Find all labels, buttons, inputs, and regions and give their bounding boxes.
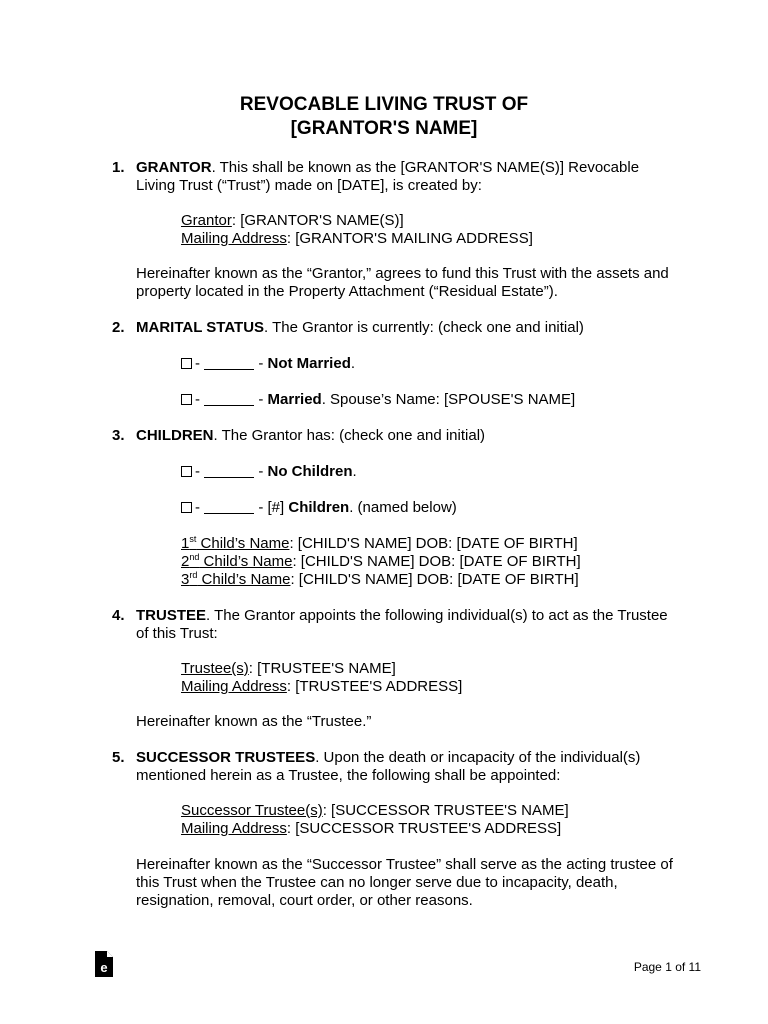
- section-4-heading: TRUSTEE: [136, 607, 207, 624]
- successor-trustee-name-line: Successor Trustee(s): [SUCCESSOR TRUSTEE'S NAME]: [181, 802, 569, 819]
- grantor-address-line: Mailing Address: [GRANTOR'S MAILING ADDRESS]: [181, 230, 533, 247]
- not-married-checkbox[interactable]: [181, 358, 192, 369]
- section-2-number: 2.: [112, 319, 125, 336]
- married-checkbox[interactable]: [181, 394, 192, 405]
- section-4-number: 4.: [112, 607, 125, 624]
- grantor-note: Hereinafter known as the “Grantor,” agrees to fund this Trust with the assets and property located in the Property Attachment (“Residual Estate”).: [136, 265, 669, 300]
- child-3-line: 3rd Child’s Name: [CHILD'S NAME] DOB: [DATE OF BIRTH]: [181, 570, 579, 588]
- child-2-line: 2nd Child’s Name: [CHILD'S NAME] DOB: [DATE OF BIRTH]: [181, 552, 581, 570]
- trustee-name-line: Trustee(s): [TRUSTEE'S NAME]: [181, 660, 396, 677]
- successor-trustee-address-line: Mailing Address: [SUCCESSOR TRUSTEE'S ADDRESS]: [181, 820, 562, 837]
- option-children: - - [#] Children. (named below): [181, 499, 681, 517]
- children-checkbox[interactable]: [181, 502, 192, 513]
- page-number: Page 1 of 11: [633, 960, 701, 974]
- section-5-text: SUCCESSOR TRUSTEES. Upon the death or incapacity of the individual(s) mentioned herein as a Trustee, the following shall be appointed:: [136, 749, 641, 784]
- section-1-heading: GRANTOR: [136, 159, 212, 176]
- document-title-line2: [GRANTOR'S NAME]: [290, 118, 478, 139]
- document-e-icon: [94, 951, 114, 978]
- trustee-address-line: Mailing Address: [TRUSTEE'S ADDRESS]: [181, 678, 463, 695]
- section-5-heading: SUCCESSOR TRUSTEES: [136, 749, 316, 766]
- section-1-number: 1.: [112, 159, 125, 176]
- trustee-note: Hereinafter known as the “Trustee.”: [136, 713, 372, 730]
- child-1-line: 1st Child’s Name: [CHILD'S NAME] DOB: [DATE OF BIRTH]: [181, 534, 578, 552]
- married-initial-blank[interactable]: [204, 392, 254, 406]
- successor-trustee-note: Hereinafter known as the “Successor Trustee” shall serve as the acting trustee of this Trust when the Trustee can no longer serve due to incapacity, death, resignation, removal, court order, or other reasons.: [136, 856, 673, 909]
- no-children-checkbox[interactable]: [181, 466, 192, 477]
- section-3-number: 3.: [112, 427, 125, 444]
- grantor-name-line: Grantor: [GRANTOR'S NAME(S)]: [181, 212, 404, 229]
- option-married: - - Married. Spouse’s Name: [SPOUSE'S NAME]: [181, 391, 681, 409]
- section-5-number: 5.: [112, 749, 125, 766]
- section-2-heading: MARITAL STATUS: [136, 319, 265, 336]
- svg-text:e: e: [100, 960, 108, 975]
- not-married-initial-blank[interactable]: [204, 356, 254, 370]
- option-no-children: - - No Children.: [181, 463, 681, 481]
- section-3-heading: CHILDREN: [136, 427, 214, 444]
- document-title-line1: REVOCABLE LIVING TRUST OF: [239, 94, 529, 115]
- section-2-text: MARITAL STATUS. The Grantor is currently: (check one and initial): [136, 319, 584, 336]
- section-1-text: GRANTOR. This shall be known as the [GRANTOR'S NAME(S)] Revocable Living Trust (“Trust”) made on [DATE], is created by:: [136, 159, 640, 194]
- no-children-initial-blank[interactable]: [204, 464, 254, 478]
- section-3-text: CHILDREN. The Grantor has: (check one and initial): [136, 427, 486, 444]
- option-not-married: - - Not Married.: [181, 355, 681, 373]
- section-4-text: TRUSTEE. The Grantor appoints the following individual(s) to act as the Trustee of this Trust:: [136, 607, 668, 642]
- children-initial-blank[interactable]: [204, 500, 254, 514]
